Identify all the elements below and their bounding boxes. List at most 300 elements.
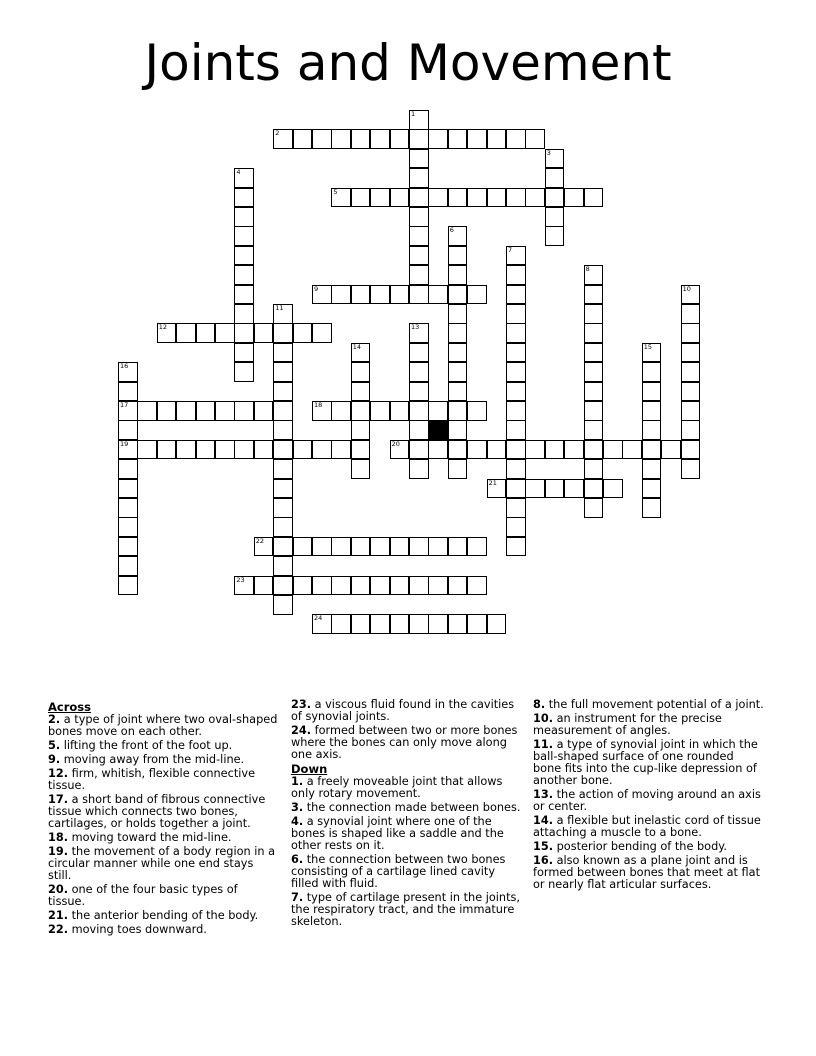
grid-cell[interactable] [409,401,429,421]
grid-cell[interactable] [118,362,138,382]
across-heading: Across [48,700,91,714]
grid-cell[interactable] [506,517,526,537]
grid-cell[interactable] [234,304,254,324]
grid-cell[interactable] [370,576,390,596]
grid-cell[interactable] [234,188,254,208]
grid-cell[interactable] [312,129,332,149]
grid-cell[interactable] [273,420,293,440]
grid-cell[interactable] [176,323,196,343]
clue-item [533,699,765,711]
grid-cell[interactable] [331,129,351,149]
grid-cell[interactable] [448,246,468,266]
grid-cell[interactable] [293,323,313,343]
grid-cell[interactable] [448,304,468,324]
grid-cell[interactable] [409,207,429,227]
grid-cell[interactable] [487,440,507,460]
grid-cell[interactable] [642,459,662,479]
clue-item [291,816,523,852]
grid-cell[interactable] [234,323,254,343]
clue-number-label: 18 [314,401,323,409]
grid-cell[interactable] [137,440,157,460]
grid-cell[interactable] [545,479,565,499]
clue-text: a synovial joint where one of the bones is shaped like a saddle and the other rests on it. [291,815,504,852]
grid-cell[interactable] [506,343,526,363]
grid-cell[interactable] [467,537,487,557]
grid-cell[interactable] [681,440,701,460]
grid-cell[interactable] [215,323,235,343]
clue-text: also known as a plane joint and is formed between bones that meet at flat or nearly flat articular surfaces. [533,854,761,891]
grid-cell[interactable] [545,226,565,246]
grid-cell[interactable] [428,576,448,596]
grid-cell[interactable] [118,382,138,402]
clue-text: the movement of a body region in a circular manner while one end stays still. [48,845,276,882]
grid-cell[interactable] [409,149,429,169]
grid-cell[interactable] [312,614,332,634]
grid-cell[interactable] [525,479,545,499]
grid-cell[interactable] [254,576,274,596]
clue-number: 7. [291,891,304,904]
clue-item [48,832,278,844]
grid-cell[interactable] [409,246,429,266]
grid-cell[interactable] [118,556,138,576]
grid-cell[interactable] [273,362,293,382]
grid-cell[interactable] [642,382,662,402]
grid-cell[interactable] [390,537,410,557]
grid-cell[interactable] [293,576,313,596]
clue-text: moving toward the mid-line. [71,831,232,844]
grid-cell[interactable] [234,207,254,227]
grid-cell[interactable] [370,129,390,149]
grid-cell[interactable] [545,440,565,460]
grid-cell[interactable] [390,188,410,208]
grid-cell[interactable] [409,537,429,557]
grid-cell[interactable] [118,459,138,479]
grid-cell[interactable] [467,440,487,460]
grid-cell[interactable] [331,614,351,634]
grid-cell[interactable] [196,323,216,343]
clue-item [533,815,765,839]
grid-cell[interactable] [584,420,604,440]
grid-cell[interactable] [409,323,429,343]
grid-cell[interactable] [584,362,604,382]
grid-cell[interactable] [273,304,293,324]
grid-cell[interactable] [642,362,662,382]
grid-cell[interactable] [409,265,429,285]
grid-cell[interactable] [176,401,196,421]
grid-cell[interactable] [351,343,371,363]
grid-cell[interactable] [448,285,468,305]
page-title: Joints and Movement [144,34,672,92]
grid-cell[interactable] [506,188,526,208]
grid-cell[interactable] [681,420,701,440]
grid-cell[interactable] [584,498,604,518]
clue-number-label: 17 [120,401,129,409]
grid-cell[interactable] [273,498,293,518]
grid-cell[interactable] [118,517,138,537]
grid-cell[interactable] [351,576,371,596]
clue-number: 23. [291,698,312,711]
grid-cell[interactable] [487,614,507,634]
clue-number-label: 21 [488,478,497,487]
grid-cell[interactable] [681,343,701,363]
grid-cell[interactable] [506,362,526,382]
grid-cell[interactable] [370,614,390,634]
clue-item [48,794,278,830]
grid-cell[interactable] [234,168,254,188]
grid-cell[interactable] [448,537,468,557]
grid-cell[interactable] [273,595,293,615]
grid-cell[interactable] [254,401,274,421]
grid-cell[interactable] [370,285,390,305]
grid-cell[interactable] [118,537,138,557]
clue-item [533,713,765,737]
grid-cell[interactable] [545,149,565,169]
grid-cell[interactable] [467,285,487,305]
grid-cell[interactable] [331,285,351,305]
grid-cell[interactable] [312,285,332,305]
grid-cell[interactable] [448,265,468,285]
clue-text: a freely moveable joint that allows only rotary movement. [291,775,503,800]
clue-item [48,924,278,936]
clue-number: 12. [48,767,69,780]
grid-cell[interactable] [351,440,371,460]
grid-cell[interactable] [584,304,604,324]
grid-cell[interactable] [234,401,254,421]
clue-text: one of the four basic types of tissue. [48,883,238,908]
grid-cell[interactable] [157,401,177,421]
clue-item [533,739,765,787]
clue-text: type of cartilage present in the joints, the respiratory tract, and the immature skeleton. [291,891,520,928]
grid-cell[interactable] [448,459,468,479]
clue-item [48,754,278,766]
grid-cell[interactable] [661,440,681,460]
grid-cell[interactable] [681,304,701,324]
clue-text: firm, whitish, flexible connective tissue. [48,767,256,792]
grid-cell[interactable] [273,343,293,363]
grid-cell[interactable] [467,129,487,149]
grid-cell[interactable] [564,188,584,208]
grid-cell[interactable] [215,440,235,460]
clue-item [533,855,765,891]
clue-number-label: 8 [585,265,590,274]
clue-item [291,802,523,814]
grid-cell[interactable] [273,459,293,479]
grid-cell[interactable] [409,285,429,305]
clue-number: 21. [48,909,69,922]
grid-cell[interactable] [312,537,332,557]
grid-cell[interactable] [273,382,293,402]
grid-cell[interactable] [506,129,526,149]
grid-cell[interactable] [118,576,138,596]
grid-cell[interactable] [312,401,332,421]
clue-number-label: 23 [236,575,245,584]
grid-cell[interactable] [584,382,604,402]
grid-cell[interactable] [448,382,468,402]
grid-cell[interactable] [196,401,216,421]
clue-text: lifting the front of the foot up. [63,739,233,752]
grid-cell[interactable] [293,537,313,557]
clue-number-label: 16 [120,362,129,371]
grid-cell[interactable] [370,537,390,557]
grid-cell[interactable] [409,440,429,460]
grid-cell[interactable] [467,614,487,634]
grid-cell[interactable] [351,459,371,479]
grid-cell[interactable] [273,440,293,460]
grid-cell[interactable] [390,614,410,634]
grid-cell[interactable] [234,362,254,382]
grid-cell[interactable] [487,479,507,499]
grid-cell[interactable] [448,129,468,149]
grid-cell[interactable] [506,285,526,305]
grid-cell[interactable] [448,614,468,634]
grid-cell[interactable] [642,420,662,440]
grid-cell[interactable] [448,401,468,421]
grid-cell[interactable] [525,129,545,149]
grid-cell[interactable] [351,188,371,208]
grid-cell[interactable] [118,440,138,460]
grid-cell[interactable] [118,420,138,440]
grid-cell[interactable] [506,440,526,460]
clue-number-label: 10 [682,284,691,293]
grid-cell[interactable] [390,576,410,596]
grid-cell[interactable] [584,188,604,208]
grid-cell[interactable] [584,285,604,305]
grid-cell[interactable] [331,440,351,460]
grid-cell[interactable] [157,440,177,460]
grid-cell[interactable] [428,129,448,149]
grid-cell[interactable] [506,382,526,402]
down-heading: Down [291,762,328,776]
clue-item [291,776,523,800]
grid-cell[interactable] [409,614,429,634]
grid-cell[interactable] [273,537,293,557]
grid-cell[interactable] [196,440,216,460]
grid-cell[interactable] [545,168,565,188]
grid-cell[interactable] [642,343,662,363]
grid-cell[interactable] [448,188,468,208]
grid-cell[interactable] [487,129,507,149]
grid-cell[interactable] [273,517,293,537]
grid-cell[interactable] [312,576,332,596]
clue-number-label: 14 [352,342,362,351]
grid-cell[interactable] [331,576,351,596]
grid-cell[interactable] [467,576,487,596]
grid-cell[interactable] [137,401,157,421]
grid-cell[interactable] [448,576,468,596]
grid-cell[interactable] [273,401,293,421]
grid-cell[interactable] [331,401,351,421]
grid-cell[interactable] [584,401,604,421]
grid-cell[interactable] [351,129,371,149]
grid-cell[interactable] [506,304,526,324]
clue-column-2 [291,699,523,930]
clue-item [291,699,523,723]
grid-cell[interactable] [234,440,254,460]
grid-cell[interactable] [273,576,293,596]
grid-cell[interactable] [351,362,371,382]
grid-cell[interactable] [506,265,526,285]
grid-cell[interactable] [273,556,293,576]
grid-cell[interactable] [428,614,448,634]
clue-item [48,884,278,908]
grid-cell[interactable] [506,479,526,499]
grid-cell[interactable] [506,401,526,421]
grid-cell[interactable] [293,129,313,149]
grid-cell[interactable] [506,323,526,343]
grid-cell[interactable] [428,440,448,460]
grid-cell[interactable] [584,343,604,363]
grid-cell[interactable] [448,323,468,343]
grid-cell[interactable] [351,420,371,440]
black-square [428,420,448,440]
grid-cell[interactable] [584,265,604,285]
grid-cell[interactable] [409,420,429,440]
grid-cell[interactable] [273,129,293,149]
grid-cell[interactable] [506,498,526,518]
grid-cell[interactable] [409,459,429,479]
grid-cell[interactable] [642,498,662,518]
grid-cell[interactable] [351,401,371,421]
grid-cell[interactable] [118,401,138,421]
clue-number-label: 12 [158,323,168,332]
grid-cell[interactable] [506,459,526,479]
grid-cell[interactable] [157,323,177,343]
grid-cell[interactable] [118,498,138,518]
grid-cell[interactable] [545,207,565,227]
grid-cell[interactable] [312,323,332,343]
grid-cell[interactable] [254,323,274,343]
clue-number-label: 11 [275,304,284,312]
grid-cell[interactable] [370,401,390,421]
grid-cell[interactable] [234,265,254,285]
grid-cell[interactable] [428,285,448,305]
grid-cell[interactable] [681,362,701,382]
grid-cell[interactable] [351,285,371,305]
grid-cell[interactable] [584,479,604,499]
grid-cell[interactable] [428,537,448,557]
clue-item [533,841,765,853]
grid-cell[interactable] [467,401,487,421]
clue-number-label: 7 [508,245,513,254]
grid-cell[interactable] [351,614,371,634]
grid-cell[interactable] [681,382,701,402]
clue-item [291,854,523,890]
clue-number: 4. [291,815,304,828]
grid-cell[interactable] [603,440,623,460]
grid-cell[interactable] [564,440,584,460]
grid-cell[interactable] [409,168,429,188]
grid-cell[interactable] [273,323,293,343]
grid-cell[interactable] [448,440,468,460]
clue-number: 8. [533,698,546,711]
grid-cell[interactable] [176,440,196,460]
clue-number: 9. [48,753,61,766]
grid-cell[interactable] [525,440,545,460]
grid-cell[interactable] [409,576,429,596]
grid-cell[interactable] [525,188,545,208]
grid-cell[interactable] [448,362,468,382]
grid-cell[interactable] [390,129,410,149]
grid-cell[interactable] [681,401,701,421]
grid-cell[interactable] [584,440,604,460]
grid-cell[interactable] [448,226,468,246]
grid-cell[interactable] [293,440,313,460]
grid-cell[interactable] [681,459,701,479]
grid-cell[interactable] [409,226,429,246]
grid-cell[interactable] [331,537,351,557]
grid-cell[interactable] [390,285,410,305]
clue-number: 17. [48,793,69,806]
clue-item [291,725,523,761]
grid-cell[interactable] [409,110,429,130]
clue-number-label: 22 [255,536,265,545]
grid-cell[interactable] [545,188,565,208]
grid-cell[interactable] [506,246,526,266]
grid-cell[interactable] [273,479,293,499]
grid-cell[interactable] [642,401,662,421]
grid-cell[interactable] [234,576,254,596]
grid-cell[interactable] [506,420,526,440]
clue-number-label: 2 [275,129,280,138]
clue-number-label: 6 [449,226,454,235]
clue-text: the connection between two bones consisting of a cartilage lined cavity filled with fluid. [291,853,506,890]
clue-item [48,768,278,792]
grid-cell[interactable] [390,401,410,421]
grid-cell[interactable] [642,440,662,460]
clue-item [291,892,523,928]
grid-cell[interactable] [234,285,254,305]
grid-cell[interactable] [370,188,390,208]
grid-cell[interactable] [409,343,429,363]
grid-cell[interactable] [331,188,351,208]
grid-cell[interactable] [487,188,507,208]
grid-cell[interactable] [409,362,429,382]
clue-text: a viscous fluid found in the cavities of synovial joints. [291,698,515,723]
grid-cell[interactable] [234,226,254,246]
grid-cell[interactable] [409,129,429,149]
grid-cell[interactable] [390,440,410,460]
grid-cell[interactable] [428,401,448,421]
grid-cell[interactable] [351,537,371,557]
grid-cell[interactable] [409,382,429,402]
grid-cell[interactable] [118,479,138,499]
grid-cell[interactable] [234,343,254,363]
clue-number: 16. [533,854,554,867]
grid-cell[interactable] [603,479,623,499]
grid-cell[interactable] [448,343,468,363]
grid-cell[interactable] [467,188,487,208]
clue-text: a type of joint where two oval-shaped bones move on each other. [48,713,278,738]
grid-cell[interactable] [564,479,584,499]
grid-cell[interactable] [312,440,332,460]
grid-cell[interactable] [234,246,254,266]
grid-cell[interactable] [642,479,662,499]
grid-cell[interactable] [584,459,604,479]
grid-cell[interactable] [254,440,274,460]
grid-cell[interactable] [254,537,274,557]
grid-cell[interactable] [215,401,235,421]
grid-cell[interactable] [584,323,604,343]
clue-text: the anterior bending of the body. [71,909,259,922]
grid-cell[interactable] [351,382,371,402]
grid-cell[interactable] [428,188,448,208]
grid-cell[interactable] [681,285,701,305]
grid-cell[interactable] [506,537,526,557]
grid-cell[interactable] [409,188,429,208]
grid-cell[interactable] [622,440,642,460]
grid-cell[interactable] [448,420,468,440]
grid-cell[interactable] [681,323,701,343]
